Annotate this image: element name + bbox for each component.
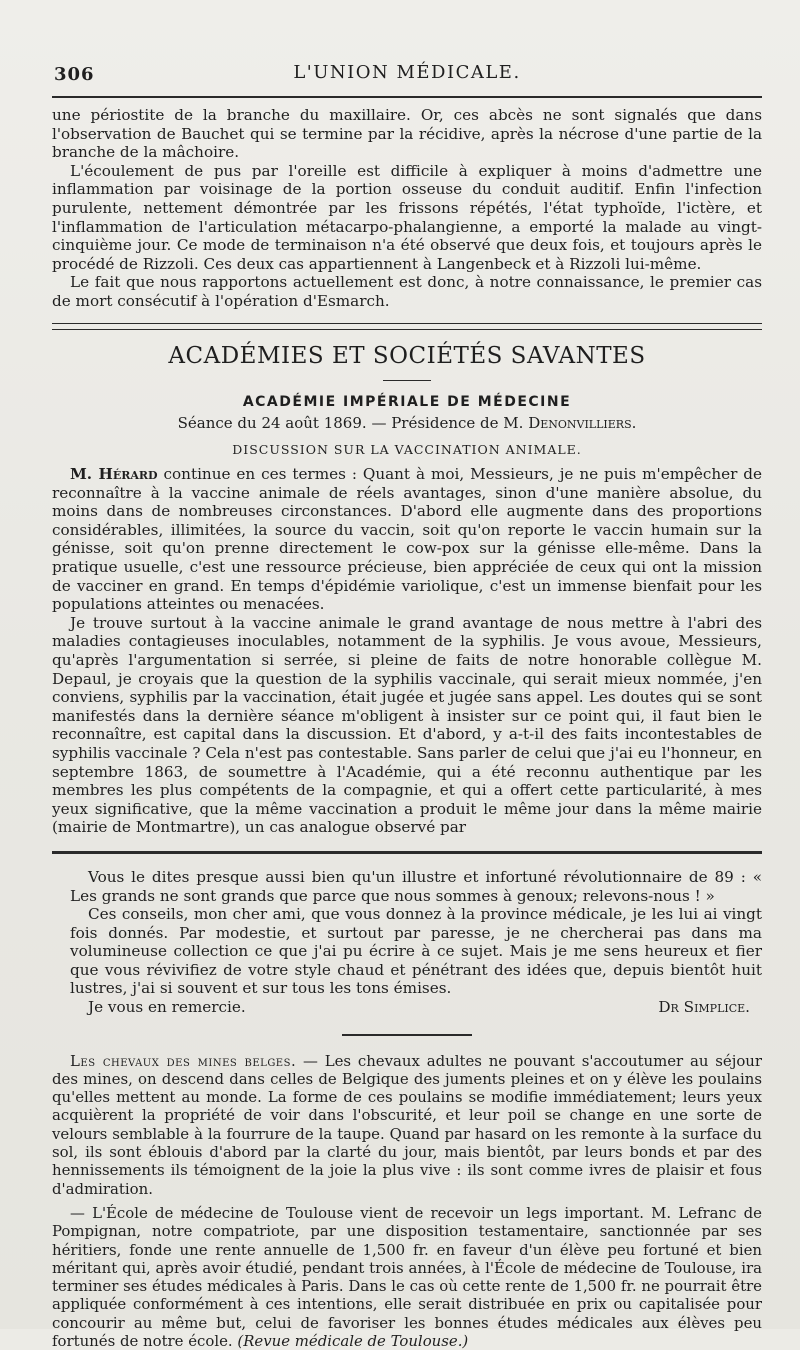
page-number: 306 <box>54 64 95 85</box>
paragraph: Vous le dites presque aussi bien qu'un illustre et infortuné révolutionnaire de 89 : « Les grands ne sont grands que parce que nous sommes à genoux; relevons-nous ! » <box>70 867 762 905</box>
session-prefix: Séance du <box>177 414 262 433</box>
session-end: . <box>631 414 637 433</box>
paragraph <box>52 465 762 614</box>
session-line <box>52 413 762 433</box>
closing-line <box>70 998 762 1018</box>
paragraph: une périostite de la branche du maxillaire. Or, ces abcès ne sont signalés que dans l'observation de Bauchet qui se termine par la récidive, après la nécrose d'une partie de la branche de la mâchoire. <box>52 106 762 162</box>
signature: Dr Simplice. <box>658 998 750 1017</box>
closing-text: Je vous en remercie. <box>88 998 246 1017</box>
discussion-heading: DISCUSSION SUR LA VACCINATION ANIMALE. <box>232 442 582 458</box>
session-mid: . — Présidence de M. <box>361 414 529 433</box>
running-head <box>52 60 762 90</box>
section-title: ACADÉMIES ET SOCIÉTÉS SAVANTES <box>168 342 646 369</box>
news-divider <box>342 1034 472 1036</box>
news-heading: Les chevaux des mines belges. <box>70 1051 297 1070</box>
journal-title: L'UNION MÉDICALE. <box>293 62 521 83</box>
paragraph: Je trouve surtout à la vaccine animale le grand avantage de nous mettre à l'abri des maladies contagieuses inoculables, notamment de la syphilis. Je vous avoue, Messieurs, qu'après l'argumentation si serrée, si pleine de faits de notre honorable collègue M. Depaul, je croyais que la question de la syphilis vaccinale, qui serait mieux nommée, j'en conviens, syphilis par la vaccination, était jugée et jugée sans appel. Les doutes qui se sont manifestés dans la dernière séance m'obligent à insister sur ce point qui, il faut bien le reconnaître, est capital dans la discussion. Et d'abord, y a-t-il des faits incontestables de syphilis vaccinale ? Cela n'est pas contestable. Sans parler de celui que j'ai eu l'honneur, en septembre 1863, de soumettre à l'Académie, qui a été reconnu authentique par les membres les plus compétents de la compagnie, et qui a offert cette particularité, à mes yeux significative, que la même vaccination a produit le même jour dans la même mairie (mairie de Montmartre), un cas analogue observé par <box>52 613 762 837</box>
header-rule <box>52 96 762 98</box>
president-name: Denonvilliers <box>528 414 632 433</box>
paragraph: L'écoulement de pus par l'oreille est difficile à expliquer à moins d'admettre une inflammation par voisinage de la portion osseuse du conduit auditif. Enfin l'infection purulente, nettement démontrée par les frissons répétés, l'état typhoïde, l'ictère, et l'inflammation de l'articulation métacarpo-phalangienne, a emporté la malade au vingt-cinquième jour. Ce mode de terminaison n'a été observé que deux fois, et toujours après le procédé de Rizzoli. Ces deux cas appartiennent à Langenbeck et à Rizzoli lui-même. <box>52 161 762 273</box>
news-item <box>52 1052 762 1198</box>
news-text: — L'École de médecine de Toulouse vient de recevoir un legs important. M. Lefranc de Pompignan, notre compatriote, par une disposition testamentaire, sanctionnée par ses héritiers, fonde une rente annuelle de 1,500 fr. en faveur d'un élève peu fortuné et bien méritant qui, après avoir étudié, pendant trois années, à l'École de médecine de Toulouse, ira terminer ses études médicales à Paris. Dans le cas où cette rente de 1,500 fr. ne pourrait être appliquée conformément à ces intentions, elle serait distribuée en prix ou capitalisée pour concourir au même but, celui de favoriser les bonnes études médicales aux élèves peu fortunés de notre école. <box>52 1203 762 1350</box>
title-rule <box>383 380 431 382</box>
news-text: — Les chevaux adultes ne pouvant s'accoutumer au séjour des mines, on descend dans celles de Belgique des juments pleines et on y élève les poulains qu'elles mettent au monde. La forme de ces poulains se modifie immédiatement; leurs yeux acquièrent la propriété de voir dans l'obscurité, et leur poil se change en une sorte de velours semblable à la fourrure de la taupe. Quand par hasard on les remonte à la surface du sol, ils sont éblouis d'abord par la clarté du jour, mais bientôt, par leurs bonds et par des hennissements ils témoignent de la joie la plus vive : ils sont comme ivres de plaisir et fous d'admiration. <box>52 1051 763 1198</box>
paragraph: Ces conseils, mon cher ami, que vous donnez à la province médicale, je les lui ai vingt fois donnés. Par modestie, et surtout par paresse, je ne chercherai pas dans ma volumineuse collection ce que j'ai pu écrire à ce sujet. Mais je me sens heureux et fier que vous révivifiez de votre style chaud et pénétrant des idées que, depuis bientôt huit lustres, j'ai si souvent et sur tous les tons émises. <box>70 905 762 998</box>
letter-section <box>52 868 762 1018</box>
feuilleton-divider <box>52 851 762 854</box>
top-section <box>52 106 762 311</box>
paragraph: Le fait que nous rapportons actuellement est donc, à notre connaissance, le premier cas de mort consécutif à l'opération d'Esmarch. <box>52 273 762 310</box>
section-divider <box>52 323 762 330</box>
speaker-name: M. Hérard <box>70 465 158 484</box>
news-item <box>52 1204 762 1350</box>
news-section <box>52 1052 762 1350</box>
academies-section <box>52 342 762 837</box>
academy-heading: ACADÉMIE IMPÉRIALE DE MÉDECINE <box>242 394 572 411</box>
news-source: (Revue médicale de Toulouse.) <box>237 1332 469 1350</box>
paragraph-text: continue en ces termes : Quant à moi, Messieurs, je ne puis m'empêcher de reconnaître à la vaccine animale de réels avantages, sinon d'une manière absolue, du moins dans de nombreuses circonstances. D'abord elle augmente dans des proportions considérables, illimitées, la source du vaccin, soit qu'on reporte le vaccin humain sur la génisse, soit qu'on prenne directement le cow-pox sur la génisse elle-même. Dans la pratique usuelle, c'est une ressource précieuse, bien appréciée de ceux qui ont la mission de vacciner en grand. En temps d'épidémie variolique, c'est un immense bienfait pour les populations atteintes ou menacées. <box>52 465 762 614</box>
session-date: 24 août 1869 <box>261 414 362 433</box>
